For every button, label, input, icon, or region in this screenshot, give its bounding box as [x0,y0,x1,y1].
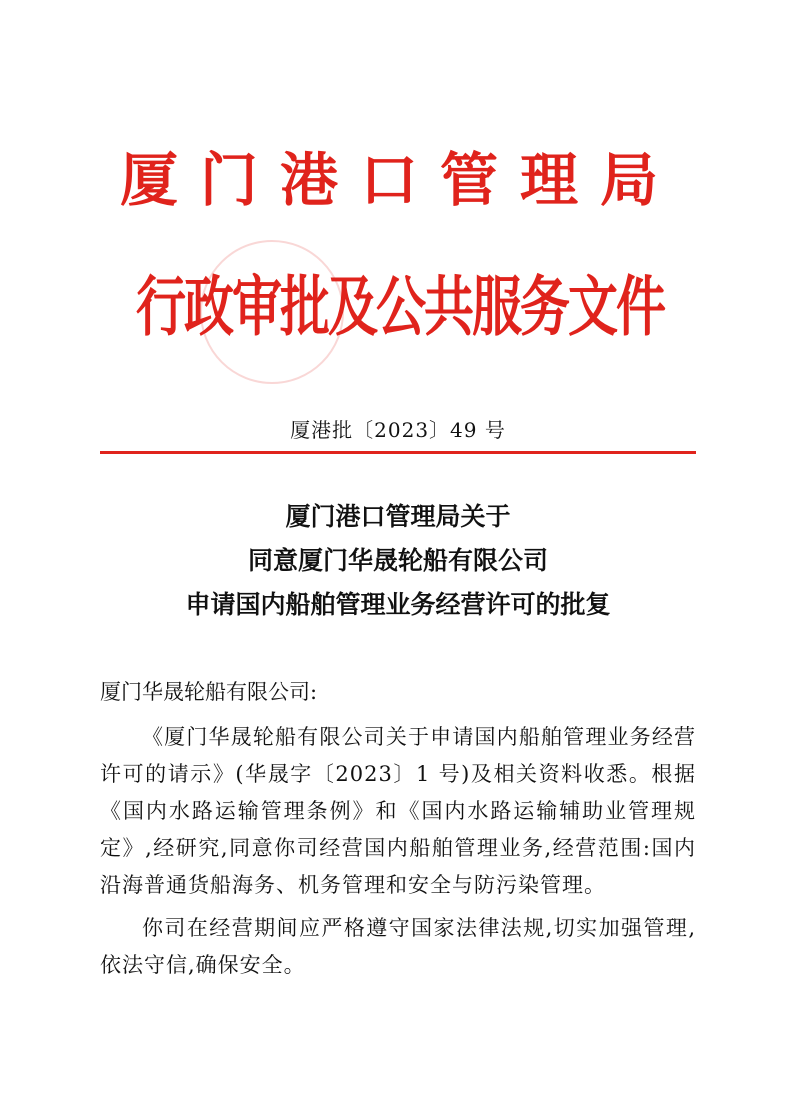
body-paragraph: 你司在经营期间应严格遵守国家法律法规,切实加强管理,依法守信,确保安全。 [100,916,696,977]
body-paragraph: 《厦门华晟轮船有限公司关于申请国内船舶管理业务经营许可的请示》(华晟字〔2023〕1 号)及相关资料收悉。根据《国内水路运输管理条例》和《国内水路运输辅助业管理规定》,经研究,同意你司经营国内船舶管理业务,经营范围:国内沿海普通货船海务、机务管理和安全与防污染管理。 [100,725,696,897]
document-number: 厦港批〔2023〕49 号 [290,418,506,442]
salutation: 厦门华晟轮船有限公司: [100,680,318,704]
red-divider-line [100,451,696,454]
document-body [100,675,696,984]
title-line: 同意厦门华晟轮船有限公司 [247,546,548,575]
title-line: 厦门港口管理局关于 [285,502,511,531]
document-type-heading: 行政审批及公共服务文件 [136,269,664,345]
document-title [100,500,696,632]
issuer-name: 厦门港口管理局 [119,146,680,214]
title-line: 申请国内船舶管理业务经营许可的批复 [185,590,611,619]
